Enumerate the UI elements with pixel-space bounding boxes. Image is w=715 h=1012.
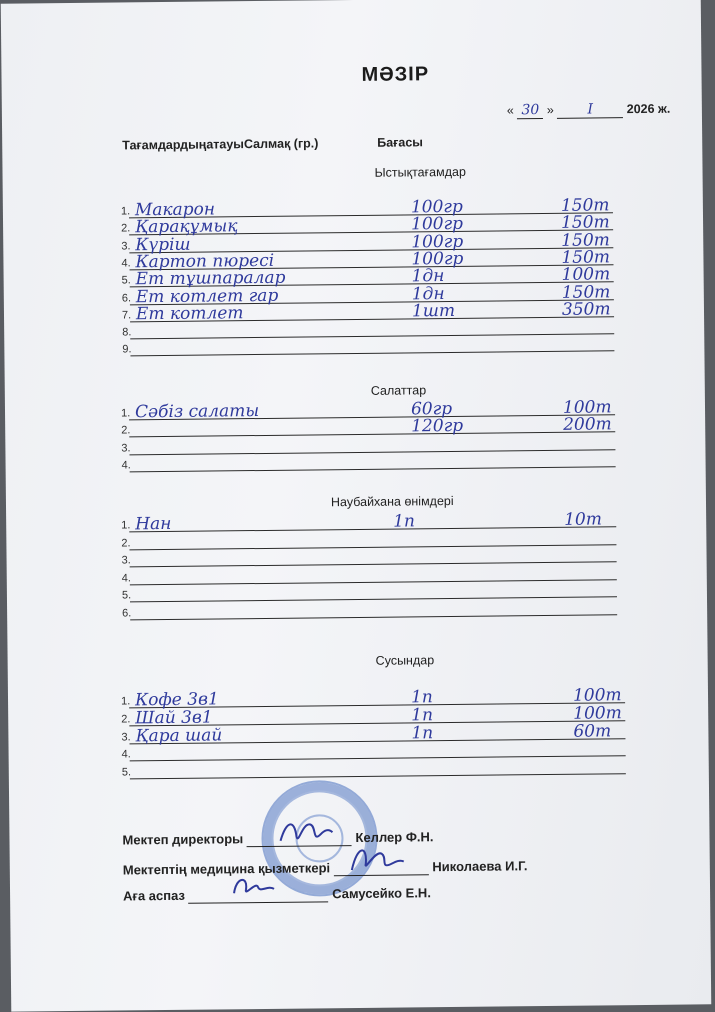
row-rule — [130, 614, 617, 620]
signature-cook — [123, 885, 431, 904]
dish-weight: 100гр — [410, 214, 464, 235]
row-rule — [130, 773, 626, 779]
menu-row — [122, 334, 614, 357]
nurse-label: Мектептің медицина қызметкері — [122, 860, 331, 878]
row-number: 1. — [121, 519, 131, 532]
row-number: 4. — [121, 748, 131, 761]
dish-name: Күріш — [135, 234, 191, 255]
row-number: 6. — [122, 607, 132, 620]
row-number: 1. — [120, 407, 131, 420]
dish-weight: 100гр — [410, 196, 463, 218]
date-day: 30 — [517, 102, 543, 119]
row-number: 1. — [120, 205, 131, 218]
dish-name: Ет котлет гар — [135, 285, 279, 307]
dish-weight: 1дн — [411, 266, 445, 287]
date-month: I — [557, 101, 623, 119]
director-label: Мектеп директоры — [122, 831, 244, 848]
cook-signature — [228, 871, 278, 902]
dish-name: Нан — [135, 513, 172, 535]
dish-name: Картоп пюресі — [135, 250, 275, 273]
date-year: 2026 ж. — [626, 101, 671, 117]
row-number: 8. — [122, 326, 132, 339]
dish-price: 60т — [573, 720, 612, 742]
dish-price: 150т — [560, 212, 610, 234]
date-line: « 30 » I 2026 ж. — [506, 101, 671, 119]
cook-name: Самусейко Е.Н. — [332, 885, 431, 902]
dish-name: Макарон — [134, 199, 216, 221]
row-number: 2. — [121, 222, 131, 235]
director-signature — [277, 816, 337, 849]
dish-price: 100т — [562, 397, 612, 418]
row-number: 3. — [121, 554, 131, 567]
page-title: МӘЗІР — [361, 63, 430, 86]
cook-signature-line — [188, 886, 328, 903]
dish-price: 350т — [561, 299, 611, 320]
row-number: 5. — [121, 766, 132, 779]
dish-weight: 1шт — [411, 300, 456, 322]
row-number: 6. — [121, 291, 132, 304]
dish-price: 150т — [561, 229, 610, 251]
section-title: Сусындар — [375, 653, 435, 668]
dish-weight: 1п — [411, 722, 434, 744]
director-name: Келлер Ф.Н. — [355, 829, 434, 846]
dish-price: 150т — [560, 195, 610, 216]
cook-label: Аға аспаз — [123, 887, 185, 904]
menu-sheet — [1, 0, 712, 1012]
row-rule — [130, 351, 614, 357]
dish-price: 100т — [561, 264, 611, 286]
row-number: 5. — [121, 274, 131, 287]
dish-price: 100т — [573, 703, 622, 724]
row-number: 2. — [121, 424, 131, 437]
dish-weight: 120гр — [411, 416, 464, 437]
nurse-signature — [345, 842, 405, 877]
dish-weight: 1дн — [411, 283, 445, 304]
dish-name: Ет тұшпаралар — [135, 267, 286, 290]
menu-row — [121, 449, 615, 472]
dish-price: 150т — [561, 281, 611, 303]
dish-weight: 100гр — [411, 248, 464, 270]
dish-price: 200т — [563, 414, 612, 436]
row-number: 5. — [121, 589, 132, 602]
section-title: Наубайхана өнімдері — [330, 493, 454, 510]
dish-name: Қарақұмық — [134, 216, 238, 238]
dish-name: Ет котлет — [135, 302, 244, 325]
row-number: 2. — [121, 536, 131, 550]
row-number: 9. — [122, 343, 132, 356]
row-number: 4. — [121, 459, 131, 472]
row-number: 3. — [121, 441, 131, 455]
menu-row — [122, 756, 626, 779]
dish-price: 10т — [564, 509, 603, 530]
header-col2: Бағасы — [377, 135, 424, 150]
signature-nurse — [123, 858, 528, 878]
dish-price: 150т — [561, 247, 611, 268]
nurse-name: Николаева И.Г. — [432, 858, 528, 875]
dish-weight: 1п — [393, 511, 416, 532]
dish-weight: 100гр — [411, 231, 464, 253]
nurse-signature-line — [334, 859, 429, 876]
dish-weight: 1п — [411, 705, 434, 726]
dish-weight: 60гр — [410, 398, 453, 420]
row-number: 3. — [121, 730, 131, 744]
dish-name: Кофе 3в1 — [134, 689, 219, 711]
dish-name: Қара шай — [135, 725, 223, 746]
section-title: Салаттар — [370, 383, 427, 398]
dish-name: Сәбіз салаты — [134, 401, 260, 423]
menu-row — [122, 597, 617, 620]
director-signature-line — [247, 830, 352, 847]
row-rule — [130, 466, 616, 472]
row-number: 1. — [120, 695, 131, 708]
dish-name: Шай 3в1 — [135, 707, 213, 729]
row-number: 2. — [121, 713, 131, 726]
section-title: Ыстықтағамдар — [374, 164, 466, 180]
header-col1: ТағамдардыңатауыСалмақ (гр.) — [122, 136, 319, 153]
row-number: 4. — [121, 572, 132, 585]
row-number: 7. — [121, 309, 132, 322]
row-number: 4. — [121, 257, 131, 270]
dish-price: 100т — [572, 685, 622, 706]
dish-weight: 1п — [410, 687, 433, 708]
row-number: 3. — [121, 239, 131, 253]
